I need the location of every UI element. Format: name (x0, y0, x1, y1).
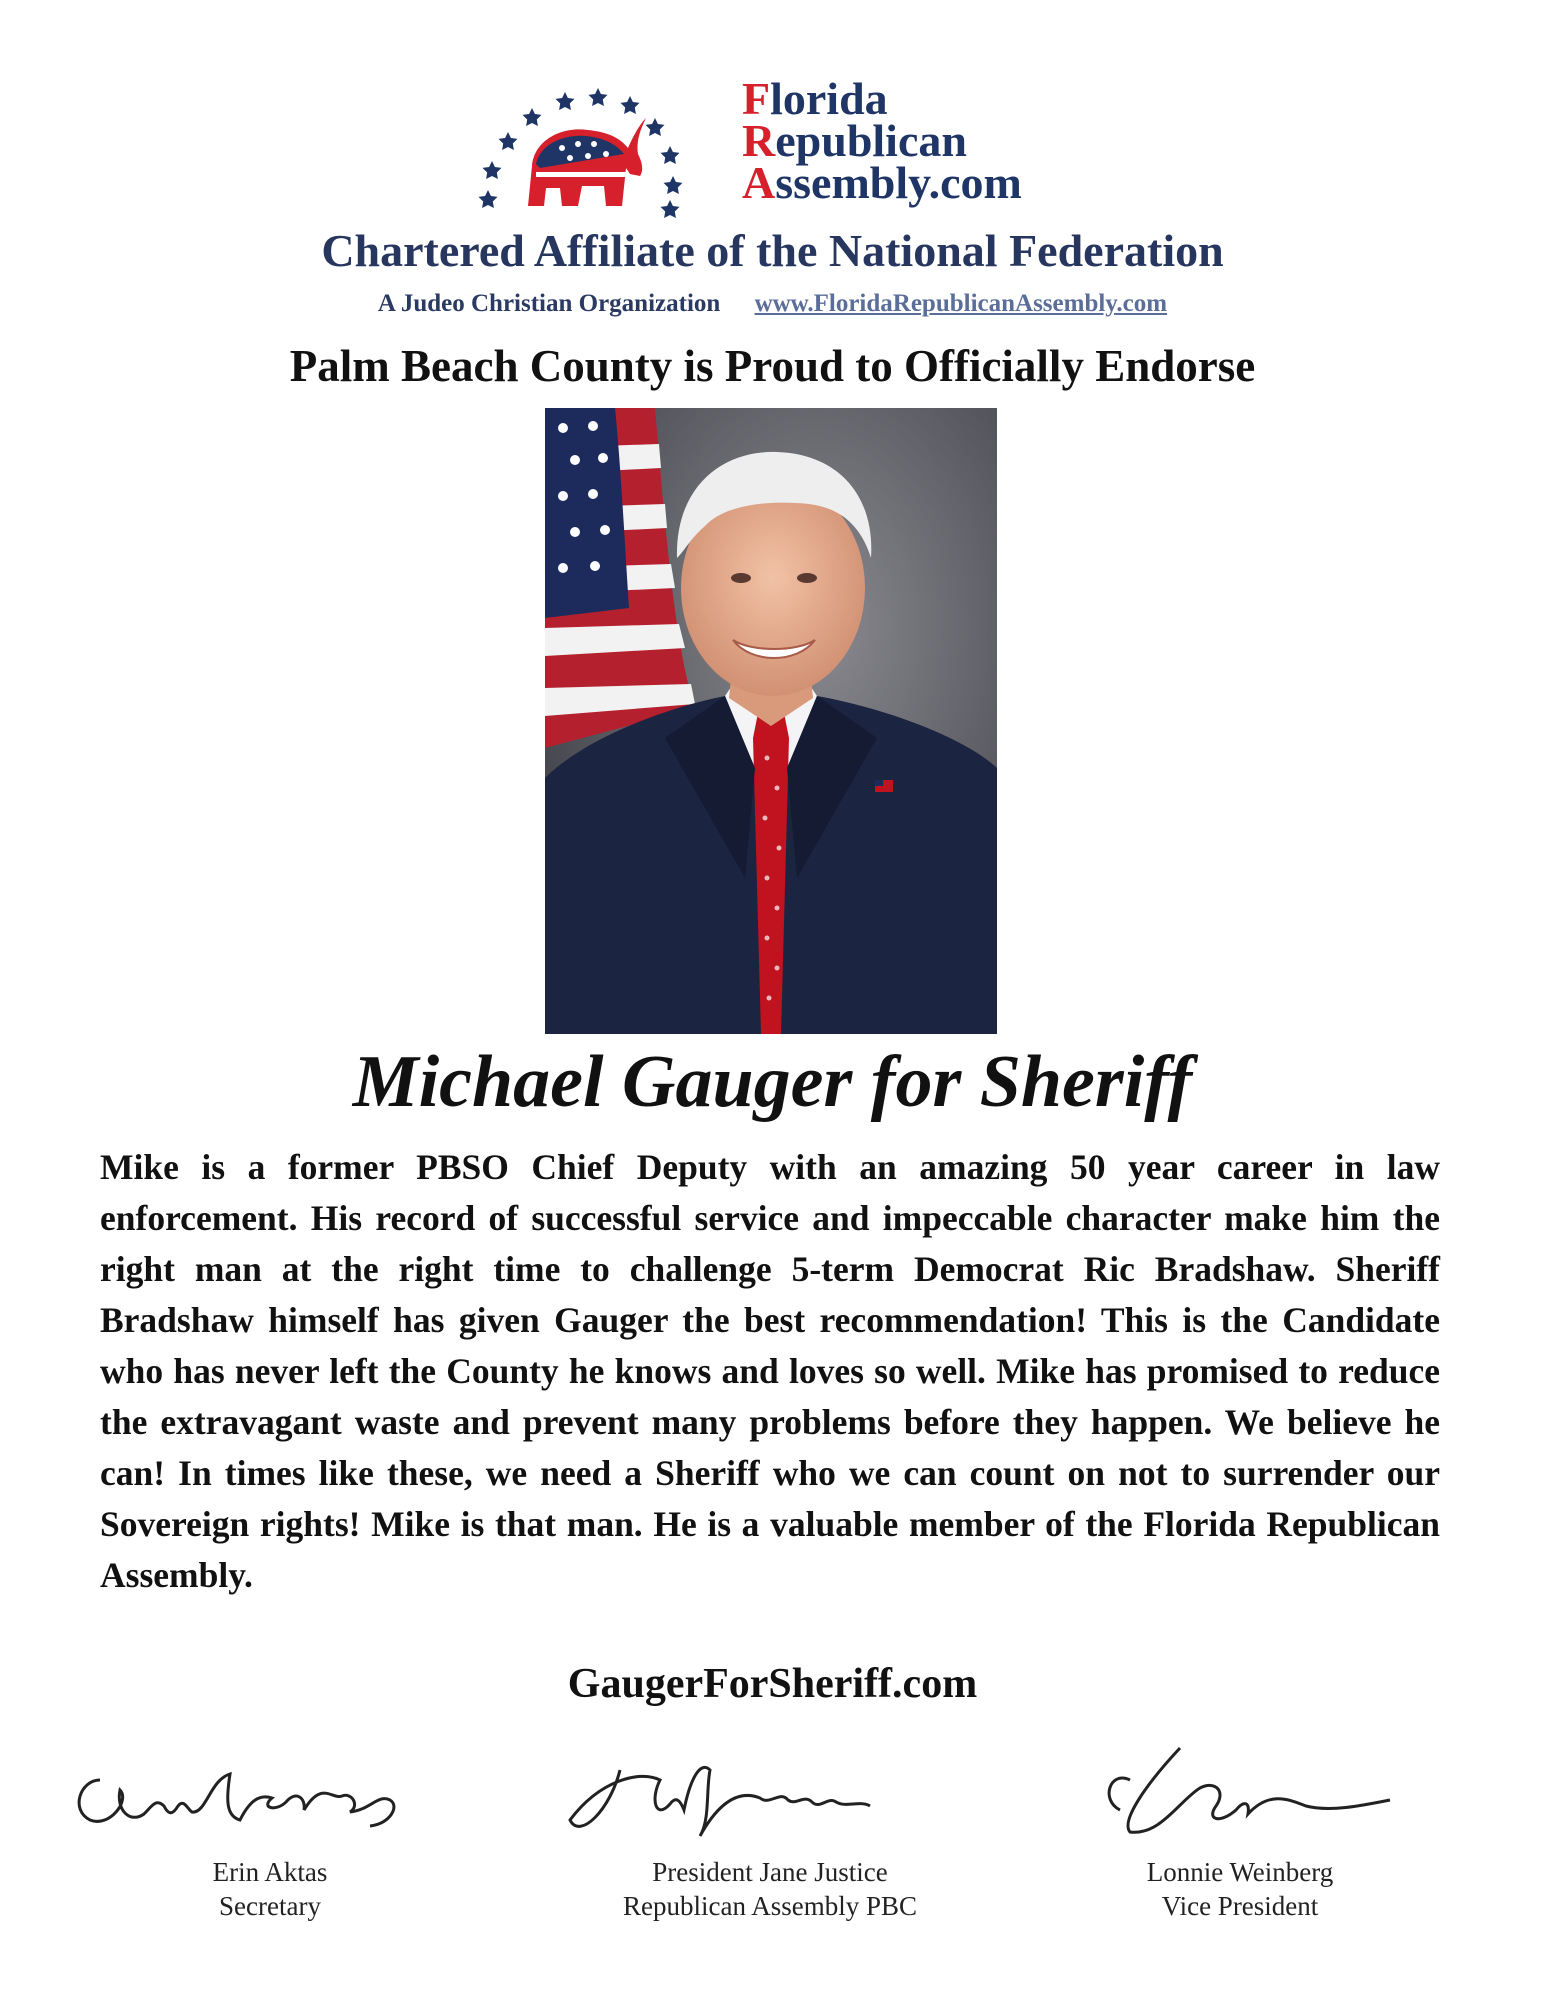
signer-title-erin: Secretary (219, 1891, 321, 1921)
website-link[interactable]: www.FloridaRepublicanAssembly.com (754, 290, 1168, 317)
logo-line-florida: Florida (742, 73, 888, 124)
signer-name-jane: President Jane Justice (652, 1857, 888, 1887)
candidate-portrait-graphic (545, 408, 997, 1034)
signer-name-erin: Erin Aktas (212, 1857, 328, 1887)
signature-erin-aktas (60, 1740, 480, 1850)
logo-text-assembly: ssembly.com (775, 157, 1022, 208)
affiliate-heading: Chartered Affiliate of the National Federation (321, 225, 1224, 276)
elephant-logo-icon (528, 118, 646, 206)
organization-text: A Judeo Christian Organization (377, 290, 721, 317)
signature-block-vice-president (1030, 1740, 1450, 1940)
logo-wordmark (742, 73, 1082, 208)
candidate-photo (545, 408, 997, 1034)
signer-title-jane: Republican Assembly PBC (622, 1891, 917, 1921)
organization-line (0, 290, 1545, 318)
candidate-headline: Michael Gauger for Sheriff (352, 1041, 1193, 1123)
signature-block-president (560, 1740, 980, 1940)
signature-jane-justice (560, 1740, 980, 1850)
signature-block-secretary (60, 1740, 480, 1940)
signer-name-lonnie: Lonnie Weinberg (1146, 1857, 1334, 1887)
signature-lonnie-weinberg (1030, 1740, 1450, 1850)
campaign-website[interactable]: GaugerForSheriff.com (567, 1661, 978, 1707)
logo-text-republican: epublican (775, 115, 967, 166)
signer-title-lonnie: Vice President (1161, 1891, 1319, 1921)
logo-line-republican: Republican (742, 115, 967, 166)
logo-line-assembly: Assembly.com (742, 157, 1022, 208)
endorsement-heading: Palm Beach County is Proud to Officially Endorse (289, 341, 1256, 391)
logo-text-florida: lorida (770, 73, 888, 124)
candidate-bio: Mike is a former PBSO Chief Deputy with an amazing 50 year career in law enforcement. His record of successful service and impeccable character make him the right man at the right time to challenge 5-term Democrat Ric Bradshaw. Sheriff Bradshaw himself has given Gauger the best recommendation! This is the Candidate who has never left the County he knows and loves so well. Mike has promised to reduce the extravagant waste and prevent many problems before they happen. We believe he can! In times like these, we need a Sheriff who we can count on not to surrender our Sovereign rights! Mike is that man. He is a valuable member of the Florida Republican Assembly. (100, 1147, 1440, 1595)
